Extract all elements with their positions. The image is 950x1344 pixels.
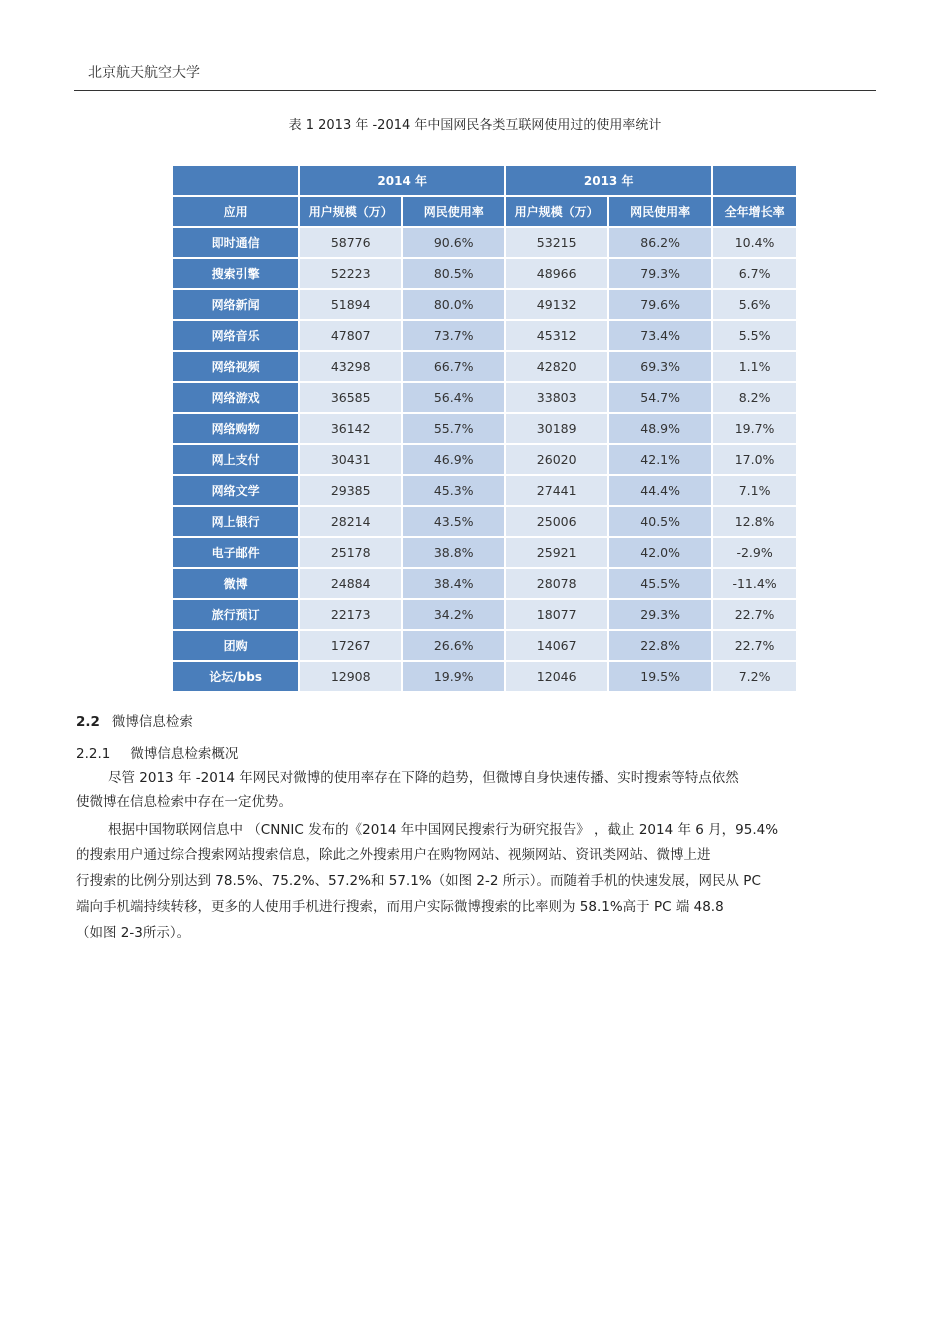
- paragraph-line: 根据中国物联网信息中 （CNNIC 发布的《2014 年中国网民搜索行为研究报告》 ，截止 2014 年 6 月，95.4%: [108, 822, 779, 838]
- rate-2014-cell: 66.7%: [403, 352, 504, 381]
- table-row: [173, 476, 796, 505]
- table-row: [173, 445, 796, 474]
- rate-2013-cell: 40.5%: [609, 507, 711, 536]
- users-2014-cell: 17267: [300, 631, 401, 660]
- growth-cell: -2.9%: [713, 538, 796, 567]
- app-name-cell: 网络视频: [173, 352, 298, 381]
- table-row: [173, 228, 796, 257]
- rate-2014-cell: 43.5%: [403, 507, 504, 536]
- table-row: [173, 569, 796, 598]
- growth-cell: 22.7%: [713, 600, 796, 629]
- app-name-cell: 网上支付: [173, 445, 298, 474]
- usage-table: [171, 164, 798, 693]
- rate-2014-cell: 55.7%: [403, 414, 504, 443]
- paragraph-line: 尽管 2013 年 -2014 年网民对微博的使用率存在下降的趋势，但微博自身快速传播、实时搜索等特点依然: [108, 770, 739, 786]
- app-name-cell: 论坛/bbs: [173, 662, 298, 691]
- rate-2013-cell: 86.2%: [609, 228, 711, 257]
- rate-2014-cell: 80.5%: [403, 259, 504, 288]
- paragraph-line: 端向手机端持续转移，更多的人使用手机进行搜索，而用户实际微博搜索的比率则为 58.1%高于 PC 端 48.8: [76, 899, 724, 915]
- table-row: [173, 383, 796, 412]
- users-2014-cell: 24884: [300, 569, 401, 598]
- growth-cell: 22.7%: [713, 631, 796, 660]
- app-name-cell: 网络文学: [173, 476, 298, 505]
- users-2014-cell: 12908: [300, 662, 401, 691]
- app-name-cell: 搜索引擎: [173, 259, 298, 288]
- rate-2014-cell: 73.7%: [403, 321, 504, 350]
- users-2014-cell: 52223: [300, 259, 401, 288]
- header-rule: [74, 90, 876, 91]
- users-2014-cell: 47807: [300, 321, 401, 350]
- column-header-users-2014: 用户规模（万）: [300, 197, 401, 226]
- growth-cell: 7.2%: [713, 662, 796, 691]
- users-2013-cell: 14067: [506, 631, 607, 660]
- users-2013-cell: 53215: [506, 228, 607, 257]
- rate-2013-cell: 44.4%: [609, 476, 711, 505]
- subsection-number: 2.2.1: [76, 746, 111, 762]
- users-2014-cell: 36585: [300, 383, 401, 412]
- users-2013-cell: 42820: [506, 352, 607, 381]
- rate-2013-cell: 22.8%: [609, 631, 711, 660]
- users-2013-cell: 49132: [506, 290, 607, 319]
- table-row: [173, 507, 796, 536]
- rate-2014-cell: 80.0%: [403, 290, 504, 319]
- subsection-title: 微博信息检索概况: [130, 746, 239, 762]
- users-2013-cell: 28078: [506, 569, 607, 598]
- rate-2014-cell: 45.3%: [403, 476, 504, 505]
- users-2014-cell: 43298: [300, 352, 401, 381]
- growth-cell: 8.2%: [713, 383, 796, 412]
- users-2013-cell: 27441: [506, 476, 607, 505]
- table-row: [173, 352, 796, 381]
- rate-2013-cell: 48.9%: [609, 414, 711, 443]
- column-header-growth: 全年增长率: [713, 197, 796, 226]
- table-row: [173, 600, 796, 629]
- table-row: [173, 259, 796, 288]
- table-row: [173, 321, 796, 350]
- rate-2014-cell: 46.9%: [403, 445, 504, 474]
- users-2014-cell: 36142: [300, 414, 401, 443]
- app-name-cell: 即时通信: [173, 228, 298, 257]
- table-caption: 表 1 2013 年 -2014 年中国网民各类互联网使用过的使用率统计: [288, 118, 662, 133]
- column-header-app: 应用: [173, 197, 298, 226]
- rate-2014-cell: 34.2%: [403, 600, 504, 629]
- users-2013-cell: 33803: [506, 383, 607, 412]
- table-group-header-row: [173, 166, 796, 195]
- column-header-rate-2014: 网民使用率: [403, 197, 504, 226]
- rate-2014-cell: 19.9%: [403, 662, 504, 691]
- users-2014-cell: 30431: [300, 445, 401, 474]
- rate-2013-cell: 45.5%: [609, 569, 711, 598]
- rate-2014-cell: 56.4%: [403, 383, 504, 412]
- users-2013-cell: 48966: [506, 259, 607, 288]
- table-row: [173, 662, 796, 691]
- rate-2014-cell: 90.6%: [403, 228, 504, 257]
- rate-2013-cell: 69.3%: [609, 352, 711, 381]
- users-2014-cell: 51894: [300, 290, 401, 319]
- growth-cell: 19.7%: [713, 414, 796, 443]
- growth-cell: 12.8%: [713, 507, 796, 536]
- table-row: [173, 414, 796, 443]
- rate-2013-cell: 79.3%: [609, 259, 711, 288]
- section-number: 2.2: [76, 714, 100, 730]
- group-header-2014: 2014 年: [300, 166, 504, 195]
- app-name-cell: 网络新闻: [173, 290, 298, 319]
- app-name-cell: 团购: [173, 631, 298, 660]
- app-name-cell: 网上银行: [173, 507, 298, 536]
- paragraph-line: 使微博在信息检索中存在一定优势。: [76, 794, 292, 810]
- app-name-cell: 网络购物: [173, 414, 298, 443]
- growth-cell: 1.1%: [713, 352, 796, 381]
- rate-2013-cell: 54.7%: [609, 383, 711, 412]
- section-heading: [76, 710, 193, 730]
- app-name-cell: 旅行预订: [173, 600, 298, 629]
- users-2014-cell: 29385: [300, 476, 401, 505]
- column-header-rate-2013: 网民使用率: [609, 197, 711, 226]
- rate-2014-cell: 38.4%: [403, 569, 504, 598]
- section-title: 微博信息检索: [111, 714, 193, 730]
- users-2013-cell: 18077: [506, 600, 607, 629]
- users-2013-cell: 25006: [506, 507, 607, 536]
- users-2014-cell: 25178: [300, 538, 401, 567]
- table-row: [173, 631, 796, 660]
- table-column-header-row: [173, 197, 796, 226]
- paragraph-line: （如图 2-3所示）。: [76, 925, 191, 941]
- rate-2014-cell: 38.8%: [403, 538, 504, 567]
- users-2014-cell: 22173: [300, 600, 401, 629]
- group-header-2013: 2013 年: [506, 166, 711, 195]
- empty-corner-cell: [173, 166, 298, 195]
- growth-cell: 7.1%: [713, 476, 796, 505]
- users-2013-cell: 26020: [506, 445, 607, 474]
- table-row: [173, 538, 796, 567]
- subsection-heading: [76, 742, 238, 762]
- empty-header-cell: [713, 166, 796, 195]
- growth-cell: 5.6%: [713, 290, 796, 319]
- rate-2013-cell: 42.0%: [609, 538, 711, 567]
- growth-cell: 6.7%: [713, 259, 796, 288]
- users-2014-cell: 58776: [300, 228, 401, 257]
- growth-cell: 10.4%: [713, 228, 796, 257]
- growth-cell: -11.4%: [713, 569, 796, 598]
- table-row: [173, 290, 796, 319]
- users-2013-cell: 12046: [506, 662, 607, 691]
- users-2013-cell: 30189: [506, 414, 607, 443]
- rate-2013-cell: 79.6%: [609, 290, 711, 319]
- paragraph-line: 行搜索的比例分别达到 78.5%、75.2%、57.2%和 57.1%（如图 2-2 所示）。而随着手机的快速发展，网民从 PC: [76, 873, 761, 889]
- column-header-users-2013: 用户规模（万）: [506, 197, 607, 226]
- growth-cell: 17.0%: [713, 445, 796, 474]
- running-header: 北京航天航空大学: [88, 65, 200, 81]
- rate-2013-cell: 73.4%: [609, 321, 711, 350]
- app-name-cell: 微博: [173, 569, 298, 598]
- rate-2013-cell: 29.3%: [609, 600, 711, 629]
- growth-cell: 5.5%: [713, 321, 796, 350]
- app-name-cell: 网络游戏: [173, 383, 298, 412]
- users-2013-cell: 25921: [506, 538, 607, 567]
- users-2013-cell: 45312: [506, 321, 607, 350]
- rate-2014-cell: 26.6%: [403, 631, 504, 660]
- app-name-cell: 网络音乐: [173, 321, 298, 350]
- app-name-cell: 电子邮件: [173, 538, 298, 567]
- users-2014-cell: 28214: [300, 507, 401, 536]
- rate-2013-cell: 19.5%: [609, 662, 711, 691]
- paragraph-line: 的搜索用户通过综合搜索网站搜索信息，除此之外搜索用户在购物网站、视频网站、资讯类网站、微博上进: [76, 847, 711, 863]
- rate-2013-cell: 42.1%: [609, 445, 711, 474]
